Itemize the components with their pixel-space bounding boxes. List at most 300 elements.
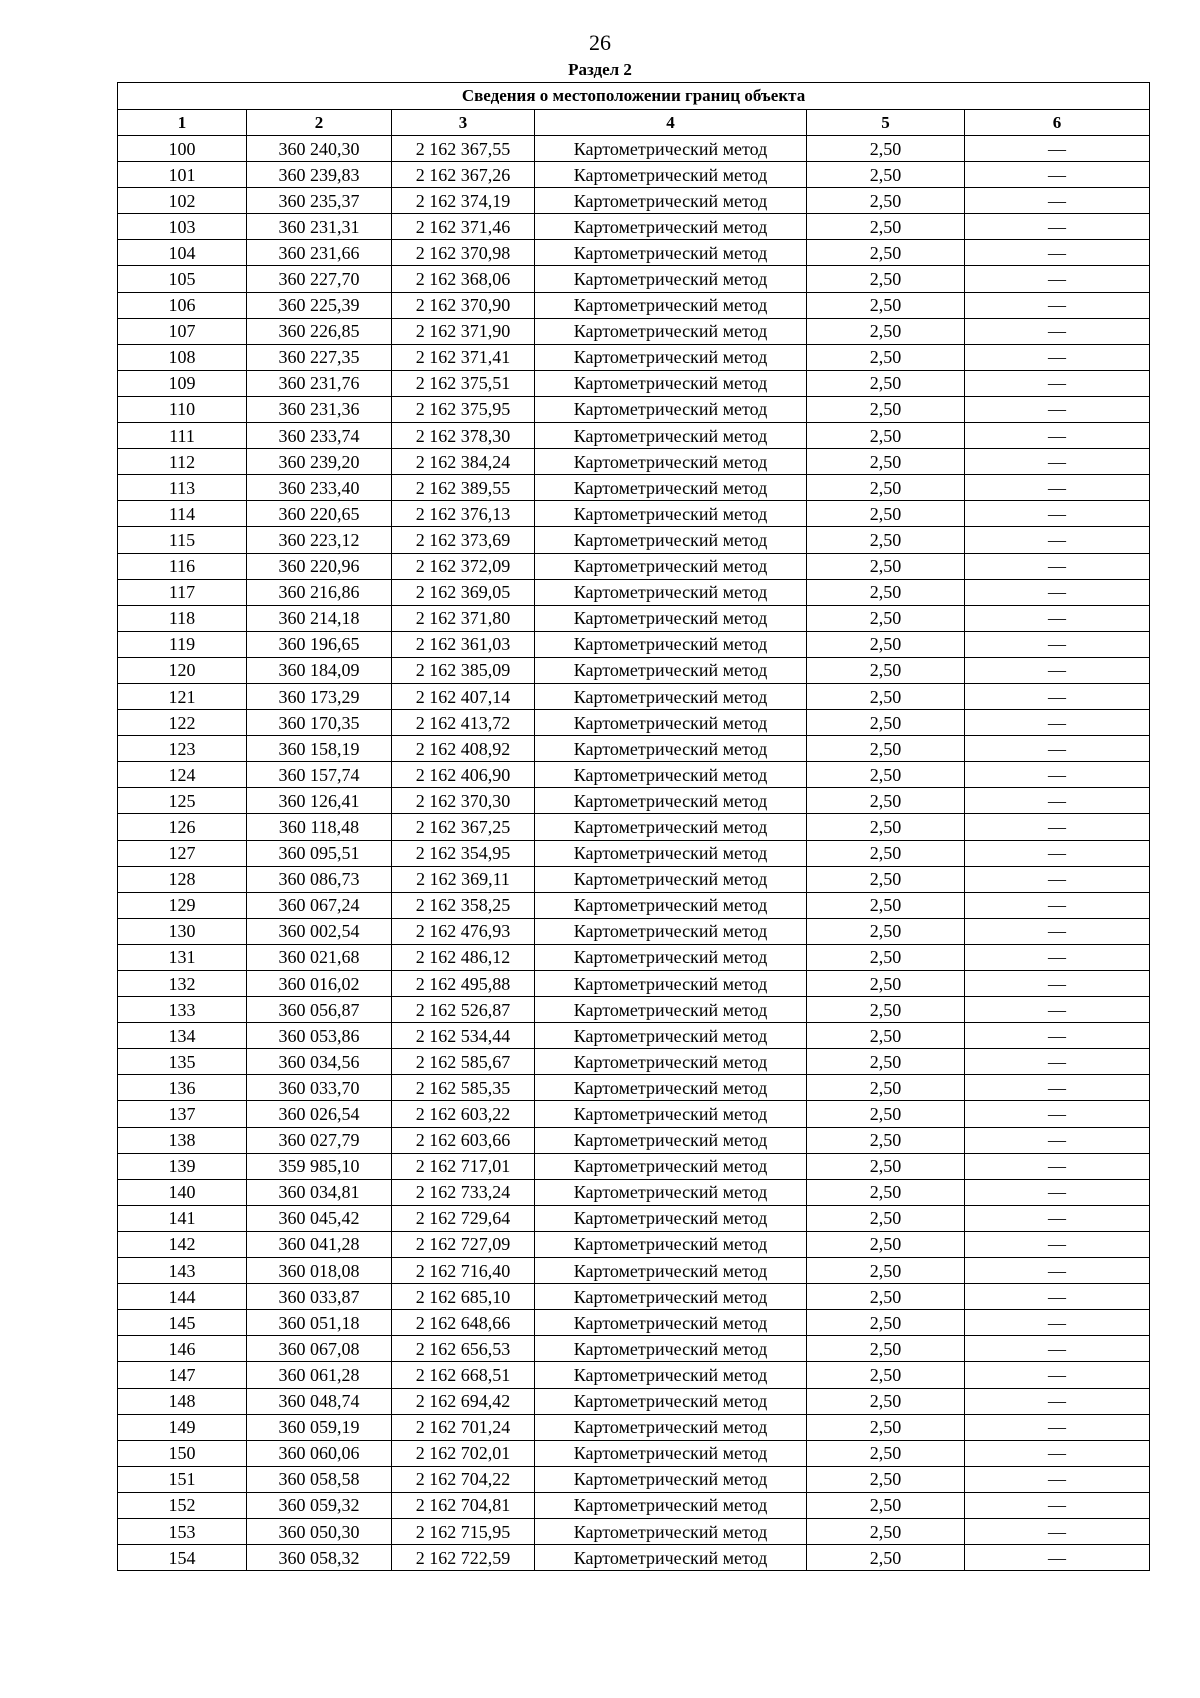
method-cell: Картометрический метод xyxy=(535,1101,807,1127)
accuracy-cell: 2,50 xyxy=(807,631,965,657)
x-coordinate-cell: 360 220,96 xyxy=(247,553,392,579)
y-coordinate-cell: 2 162 408,92 xyxy=(392,736,535,762)
y-coordinate-cell: 2 162 370,90 xyxy=(392,292,535,318)
y-coordinate-cell: 2 162 603,66 xyxy=(392,1127,535,1153)
y-coordinate-cell: 2 162 378,30 xyxy=(392,423,535,449)
point-number-cell: 133 xyxy=(118,997,247,1023)
accuracy-cell: 2,50 xyxy=(807,136,965,162)
y-coordinate-cell: 2 162 526,87 xyxy=(392,997,535,1023)
x-coordinate-cell: 360 216,86 xyxy=(247,579,392,605)
accuracy-cell: 2,50 xyxy=(807,1492,965,1518)
accuracy-cell: 2,50 xyxy=(807,292,965,318)
note-cell: — xyxy=(965,814,1150,840)
x-coordinate-cell: 360 086,73 xyxy=(247,866,392,892)
method-cell: Картометрический метод xyxy=(535,1179,807,1205)
table-row xyxy=(118,1310,1150,1336)
accuracy-cell: 2,50 xyxy=(807,944,965,970)
point-number-cell: 102 xyxy=(118,188,247,214)
method-cell: Картометрический метод xyxy=(535,240,807,266)
note-cell: — xyxy=(965,188,1150,214)
y-coordinate-cell: 2 162 371,46 xyxy=(392,214,535,240)
y-coordinate-cell: 2 162 648,66 xyxy=(392,1310,535,1336)
point-number-cell: 106 xyxy=(118,292,247,318)
table-row xyxy=(118,840,1150,866)
column-number: 6 xyxy=(965,110,1150,136)
point-number-cell: 141 xyxy=(118,1205,247,1231)
x-coordinate-cell: 360 157,74 xyxy=(247,762,392,788)
x-coordinate-cell: 360 060,06 xyxy=(247,1440,392,1466)
method-cell: Картометрический метод xyxy=(535,1388,807,1414)
table-row xyxy=(118,1231,1150,1257)
x-coordinate-cell: 360 158,19 xyxy=(247,736,392,762)
y-coordinate-cell: 2 162 371,80 xyxy=(392,605,535,631)
point-number-cell: 154 xyxy=(118,1545,247,1571)
column-number: 1 xyxy=(118,110,247,136)
accuracy-cell: 2,50 xyxy=(807,396,965,422)
x-coordinate-cell: 360 184,09 xyxy=(247,657,392,683)
accuracy-cell: 2,50 xyxy=(807,1414,965,1440)
accuracy-cell: 2,50 xyxy=(807,501,965,527)
table-row xyxy=(118,892,1150,918)
accuracy-cell: 2,50 xyxy=(807,840,965,866)
accuracy-cell: 2,50 xyxy=(807,1518,965,1544)
note-cell: — xyxy=(965,1414,1150,1440)
column-number: 2 xyxy=(247,110,392,136)
point-number-cell: 131 xyxy=(118,944,247,970)
note-cell: — xyxy=(965,1518,1150,1544)
note-cell: — xyxy=(965,344,1150,370)
point-number-cell: 101 xyxy=(118,162,247,188)
accuracy-cell: 2,50 xyxy=(807,1127,965,1153)
y-coordinate-cell: 2 162 715,95 xyxy=(392,1518,535,1544)
x-coordinate-cell: 360 220,65 xyxy=(247,501,392,527)
point-number-cell: 140 xyxy=(118,1179,247,1205)
note-cell: — xyxy=(965,1466,1150,1492)
y-coordinate-cell: 2 162 727,09 xyxy=(392,1231,535,1257)
note-cell: — xyxy=(965,1075,1150,1101)
point-number-cell: 142 xyxy=(118,1231,247,1257)
point-number-cell: 147 xyxy=(118,1362,247,1388)
table-caption-row xyxy=(118,83,1150,110)
y-coordinate-cell: 2 162 702,01 xyxy=(392,1440,535,1466)
table-row xyxy=(118,188,1150,214)
x-coordinate-cell: 360 051,18 xyxy=(247,1310,392,1336)
method-cell: Картометрический метод xyxy=(535,605,807,631)
y-coordinate-cell: 2 162 704,22 xyxy=(392,1466,535,1492)
point-number-cell: 149 xyxy=(118,1414,247,1440)
method-cell: Картометрический метод xyxy=(535,396,807,422)
note-cell: — xyxy=(965,736,1150,762)
point-number-cell: 100 xyxy=(118,136,247,162)
table-row xyxy=(118,527,1150,553)
point-number-cell: 136 xyxy=(118,1075,247,1101)
accuracy-cell: 2,50 xyxy=(807,736,965,762)
column-number: 3 xyxy=(392,110,535,136)
note-cell: — xyxy=(965,866,1150,892)
note-cell: — xyxy=(965,1049,1150,1075)
note-cell: — xyxy=(965,214,1150,240)
point-number-cell: 153 xyxy=(118,1518,247,1544)
point-number-cell: 104 xyxy=(118,240,247,266)
method-cell: Картометрический метод xyxy=(535,866,807,892)
table-row xyxy=(118,1545,1150,1571)
x-coordinate-cell: 360 239,83 xyxy=(247,162,392,188)
method-cell: Картометрический метод xyxy=(535,1205,807,1231)
point-number-cell: 119 xyxy=(118,631,247,657)
table-row xyxy=(118,214,1150,240)
accuracy-cell: 2,50 xyxy=(807,1153,965,1179)
accuracy-cell: 2,50 xyxy=(807,892,965,918)
note-cell: — xyxy=(965,579,1150,605)
table-row xyxy=(118,710,1150,736)
accuracy-cell: 2,50 xyxy=(807,814,965,840)
y-coordinate-cell: 2 162 495,88 xyxy=(392,971,535,997)
point-number-cell: 143 xyxy=(118,1258,247,1284)
point-number-cell: 146 xyxy=(118,1336,247,1362)
note-cell: — xyxy=(965,788,1150,814)
y-coordinate-cell: 2 162 389,55 xyxy=(392,475,535,501)
y-coordinate-cell: 2 162 370,30 xyxy=(392,788,535,814)
note-cell: — xyxy=(965,657,1150,683)
accuracy-cell: 2,50 xyxy=(807,188,965,214)
point-number-cell: 105 xyxy=(118,266,247,292)
point-number-cell: 120 xyxy=(118,657,247,683)
y-coordinate-cell: 2 162 685,10 xyxy=(392,1284,535,1310)
accuracy-cell: 2,50 xyxy=(807,162,965,188)
y-coordinate-cell: 2 162 733,24 xyxy=(392,1179,535,1205)
method-cell: Картометрический метод xyxy=(535,1153,807,1179)
accuracy-cell: 2,50 xyxy=(807,1466,965,1492)
method-cell: Картометрический метод xyxy=(535,553,807,579)
note-cell: — xyxy=(965,475,1150,501)
method-cell: Картометрический метод xyxy=(535,944,807,970)
table-row xyxy=(118,1127,1150,1153)
x-coordinate-cell: 360 227,70 xyxy=(247,266,392,292)
accuracy-cell: 2,50 xyxy=(807,1179,965,1205)
method-cell: Картометрический метод xyxy=(535,1466,807,1492)
method-cell: Картометрический метод xyxy=(535,1231,807,1257)
accuracy-cell: 2,50 xyxy=(807,1545,965,1571)
table-row xyxy=(118,579,1150,605)
table-row xyxy=(118,683,1150,709)
accuracy-cell: 2,50 xyxy=(807,1231,965,1257)
y-coordinate-cell: 2 162 375,95 xyxy=(392,396,535,422)
x-coordinate-cell: 360 027,79 xyxy=(247,1127,392,1153)
x-coordinate-cell: 360 059,19 xyxy=(247,1414,392,1440)
note-cell: — xyxy=(965,918,1150,944)
table-row xyxy=(118,449,1150,475)
x-coordinate-cell: 359 985,10 xyxy=(247,1153,392,1179)
method-cell: Картометрический метод xyxy=(535,997,807,1023)
method-cell: Картометрический метод xyxy=(535,1284,807,1310)
method-cell: Картометрический метод xyxy=(535,1049,807,1075)
table-row xyxy=(118,1518,1150,1544)
note-cell: — xyxy=(965,1179,1150,1205)
table-row xyxy=(118,423,1150,449)
y-coordinate-cell: 2 162 413,72 xyxy=(392,710,535,736)
accuracy-cell: 2,50 xyxy=(807,318,965,344)
method-cell: Картометрический метод xyxy=(535,1336,807,1362)
table-row xyxy=(118,1049,1150,1075)
method-cell: Картометрический метод xyxy=(535,1414,807,1440)
point-number-cell: 123 xyxy=(118,736,247,762)
table-row xyxy=(118,736,1150,762)
x-coordinate-cell: 360 021,68 xyxy=(247,944,392,970)
method-cell: Картометрический метод xyxy=(535,318,807,344)
accuracy-cell: 2,50 xyxy=(807,266,965,292)
table-row xyxy=(118,1336,1150,1362)
accuracy-cell: 2,50 xyxy=(807,344,965,370)
x-coordinate-cell: 360 231,76 xyxy=(247,370,392,396)
point-number-cell: 122 xyxy=(118,710,247,736)
accuracy-cell: 2,50 xyxy=(807,579,965,605)
point-number-cell: 118 xyxy=(118,605,247,631)
accuracy-cell: 2,50 xyxy=(807,997,965,1023)
method-cell: Картометрический метод xyxy=(535,188,807,214)
y-coordinate-cell: 2 162 373,69 xyxy=(392,527,535,553)
x-coordinate-cell: 360 050,30 xyxy=(247,1518,392,1544)
x-coordinate-cell: 360 053,86 xyxy=(247,1023,392,1049)
point-number-cell: 107 xyxy=(118,318,247,344)
x-coordinate-cell: 360 045,42 xyxy=(247,1205,392,1231)
note-cell: — xyxy=(965,501,1150,527)
note-cell: — xyxy=(965,840,1150,866)
accuracy-cell: 2,50 xyxy=(807,214,965,240)
page-number: 26 xyxy=(589,30,611,55)
x-coordinate-cell: 360 223,12 xyxy=(247,527,392,553)
y-coordinate-cell: 2 162 361,03 xyxy=(392,631,535,657)
y-coordinate-cell: 2 162 371,90 xyxy=(392,318,535,344)
y-coordinate-cell: 2 162 722,59 xyxy=(392,1545,535,1571)
method-cell: Картометрический метод xyxy=(535,1258,807,1284)
table-row xyxy=(118,396,1150,422)
table-row xyxy=(118,1440,1150,1466)
note-cell: — xyxy=(965,553,1150,579)
table-row xyxy=(118,997,1150,1023)
column-number: 4 xyxy=(535,110,807,136)
method-cell: Картометрический метод xyxy=(535,214,807,240)
y-coordinate-cell: 2 162 656,53 xyxy=(392,1336,535,1362)
point-number-cell: 151 xyxy=(118,1466,247,1492)
method-cell: Картометрический метод xyxy=(535,1518,807,1544)
point-number-cell: 134 xyxy=(118,1023,247,1049)
point-number-cell: 124 xyxy=(118,762,247,788)
point-number-cell: 108 xyxy=(118,344,247,370)
point-number-cell: 115 xyxy=(118,527,247,553)
table-row xyxy=(118,344,1150,370)
x-coordinate-cell: 360 231,66 xyxy=(247,240,392,266)
table-row xyxy=(118,1414,1150,1440)
point-number-cell: 112 xyxy=(118,449,247,475)
point-number-cell: 125 xyxy=(118,788,247,814)
y-coordinate-cell: 2 162 367,25 xyxy=(392,814,535,840)
x-coordinate-cell: 360 095,51 xyxy=(247,840,392,866)
x-coordinate-cell: 360 231,36 xyxy=(247,396,392,422)
table-row xyxy=(118,162,1150,188)
accuracy-cell: 2,50 xyxy=(807,1049,965,1075)
table-row xyxy=(118,762,1150,788)
method-cell: Картометрический метод xyxy=(535,1545,807,1571)
method-cell: Картометрический метод xyxy=(535,918,807,944)
table-row xyxy=(118,240,1150,266)
y-coordinate-cell: 2 162 486,12 xyxy=(392,944,535,970)
note-cell: — xyxy=(965,162,1150,188)
y-coordinate-cell: 2 162 585,67 xyxy=(392,1049,535,1075)
x-coordinate-cell: 360 196,65 xyxy=(247,631,392,657)
note-cell: — xyxy=(965,892,1150,918)
table-row xyxy=(118,788,1150,814)
boundary-table xyxy=(117,82,1150,1571)
x-coordinate-cell: 360 067,24 xyxy=(247,892,392,918)
method-cell: Картометрический метод xyxy=(535,1023,807,1049)
x-coordinate-cell: 360 033,87 xyxy=(247,1284,392,1310)
y-coordinate-cell: 2 162 372,09 xyxy=(392,553,535,579)
table-row xyxy=(118,1388,1150,1414)
accuracy-cell: 2,50 xyxy=(807,971,965,997)
point-number-cell: 148 xyxy=(118,1388,247,1414)
table-row xyxy=(118,1466,1150,1492)
point-number-cell: 137 xyxy=(118,1101,247,1127)
y-coordinate-cell: 2 162 370,98 xyxy=(392,240,535,266)
point-number-cell: 144 xyxy=(118,1284,247,1310)
method-cell: Картометрический метод xyxy=(535,657,807,683)
note-cell: — xyxy=(965,683,1150,709)
point-number-cell: 132 xyxy=(118,971,247,997)
x-coordinate-cell: 360 118,48 xyxy=(247,814,392,840)
note-cell: — xyxy=(965,1023,1150,1049)
note-cell: — xyxy=(965,370,1150,396)
point-number-cell: 116 xyxy=(118,553,247,579)
note-cell: — xyxy=(965,318,1150,344)
method-cell: Картометрический метод xyxy=(535,1075,807,1101)
method-cell: Картометрический метод xyxy=(535,1362,807,1388)
note-cell: — xyxy=(965,423,1150,449)
accuracy-cell: 2,50 xyxy=(807,1258,965,1284)
method-cell: Картометрический метод xyxy=(535,736,807,762)
x-coordinate-cell: 360 016,02 xyxy=(247,971,392,997)
table-row xyxy=(118,918,1150,944)
section-title: Раздел 2 xyxy=(568,60,632,79)
table-row xyxy=(118,553,1150,579)
y-coordinate-cell: 2 162 369,11 xyxy=(392,866,535,892)
table-row xyxy=(118,971,1150,997)
y-coordinate-cell: 2 162 668,51 xyxy=(392,1362,535,1388)
method-cell: Картометрический метод xyxy=(535,579,807,605)
accuracy-cell: 2,50 xyxy=(807,475,965,501)
point-number-cell: 145 xyxy=(118,1310,247,1336)
note-cell: — xyxy=(965,136,1150,162)
x-coordinate-cell: 360 048,74 xyxy=(247,1388,392,1414)
method-cell: Картометрический метод xyxy=(535,631,807,657)
point-number-cell: 150 xyxy=(118,1440,247,1466)
note-cell: — xyxy=(965,710,1150,736)
accuracy-cell: 2,50 xyxy=(807,866,965,892)
note-cell: — xyxy=(965,605,1150,631)
x-coordinate-cell: 360 067,08 xyxy=(247,1336,392,1362)
accuracy-cell: 2,50 xyxy=(807,1023,965,1049)
table-caption: Сведения о местоположении границ объекта xyxy=(118,83,1150,110)
x-coordinate-cell: 360 034,56 xyxy=(247,1049,392,1075)
y-coordinate-cell: 2 162 407,14 xyxy=(392,683,535,709)
note-cell: — xyxy=(965,997,1150,1023)
x-coordinate-cell: 360 033,70 xyxy=(247,1075,392,1101)
note-cell: — xyxy=(965,1153,1150,1179)
x-coordinate-cell: 360 214,18 xyxy=(247,605,392,631)
method-cell: Картометрический метод xyxy=(535,162,807,188)
x-coordinate-cell: 360 058,32 xyxy=(247,1545,392,1571)
x-coordinate-cell: 360 041,28 xyxy=(247,1231,392,1257)
table-row xyxy=(118,1284,1150,1310)
y-coordinate-cell: 2 162 476,93 xyxy=(392,918,535,944)
accuracy-cell: 2,50 xyxy=(807,1336,965,1362)
x-coordinate-cell: 360 233,40 xyxy=(247,475,392,501)
table-row xyxy=(118,944,1150,970)
y-coordinate-cell: 2 162 603,22 xyxy=(392,1101,535,1127)
table-row xyxy=(118,136,1150,162)
y-coordinate-cell: 2 162 367,26 xyxy=(392,162,535,188)
point-number-cell: 113 xyxy=(118,475,247,501)
note-cell: — xyxy=(965,449,1150,475)
y-coordinate-cell: 2 162 729,64 xyxy=(392,1205,535,1231)
x-coordinate-cell: 360 056,87 xyxy=(247,997,392,1023)
table-row xyxy=(118,318,1150,344)
point-number-cell: 109 xyxy=(118,370,247,396)
point-number-cell: 138 xyxy=(118,1127,247,1153)
point-number-cell: 128 xyxy=(118,866,247,892)
note-cell: — xyxy=(965,1258,1150,1284)
accuracy-cell: 2,50 xyxy=(807,657,965,683)
note-cell: — xyxy=(965,1127,1150,1153)
method-cell: Картометрический метод xyxy=(535,971,807,997)
accuracy-cell: 2,50 xyxy=(807,553,965,579)
y-coordinate-cell: 2 162 375,51 xyxy=(392,370,535,396)
accuracy-cell: 2,50 xyxy=(807,1205,965,1231)
point-number-cell: 130 xyxy=(118,918,247,944)
table-row xyxy=(118,605,1150,631)
x-coordinate-cell: 360 173,29 xyxy=(247,683,392,709)
table-row xyxy=(118,1205,1150,1231)
note-cell: — xyxy=(965,1231,1150,1257)
table-row xyxy=(118,1075,1150,1101)
method-cell: Картометрический метод xyxy=(535,527,807,553)
x-coordinate-cell: 360 233,74 xyxy=(247,423,392,449)
accuracy-cell: 2,50 xyxy=(807,762,965,788)
method-cell: Картометрический метод xyxy=(535,423,807,449)
accuracy-cell: 2,50 xyxy=(807,1284,965,1310)
method-cell: Картометрический метод xyxy=(535,370,807,396)
table-row xyxy=(118,866,1150,892)
x-coordinate-cell: 360 034,81 xyxy=(247,1179,392,1205)
note-cell: — xyxy=(965,1492,1150,1518)
y-coordinate-cell: 2 162 694,42 xyxy=(392,1388,535,1414)
note-cell: — xyxy=(965,762,1150,788)
accuracy-cell: 2,50 xyxy=(807,710,965,736)
table-row xyxy=(118,475,1150,501)
x-coordinate-cell: 360 240,30 xyxy=(247,136,392,162)
point-number-cell: 126 xyxy=(118,814,247,840)
method-cell: Картометрический метод xyxy=(535,136,807,162)
table-row xyxy=(118,657,1150,683)
note-cell: — xyxy=(965,631,1150,657)
x-coordinate-cell: 360 026,54 xyxy=(247,1101,392,1127)
table-row xyxy=(118,1362,1150,1388)
point-number-cell: 152 xyxy=(118,1492,247,1518)
table-row xyxy=(118,266,1150,292)
method-cell: Картометрический метод xyxy=(535,788,807,814)
y-coordinate-cell: 2 162 704,81 xyxy=(392,1492,535,1518)
note-cell: — xyxy=(965,1284,1150,1310)
point-number-cell: 114 xyxy=(118,501,247,527)
